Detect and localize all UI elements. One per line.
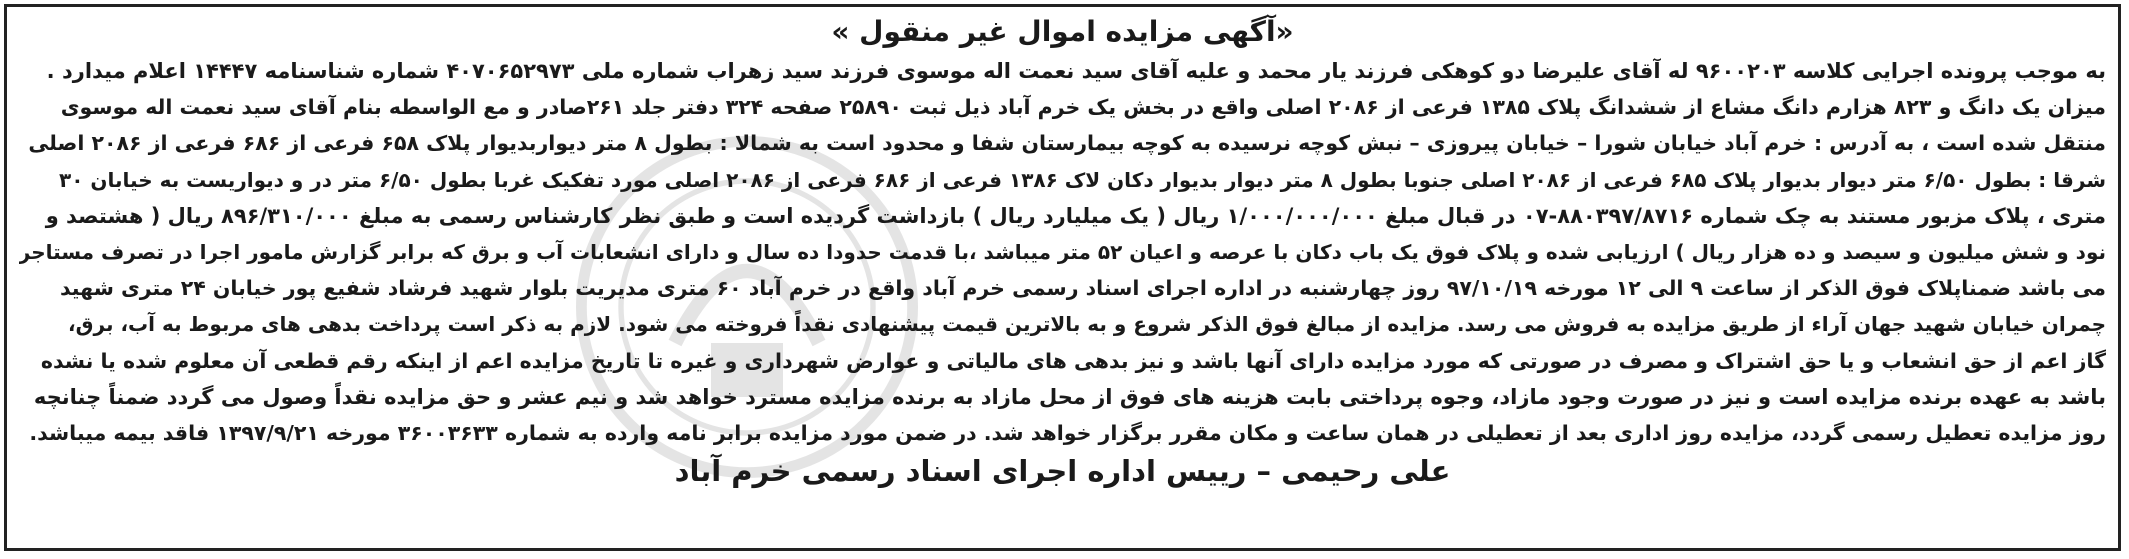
notice-title: «آگهی مزایده اموال غیر منقول » bbox=[831, 15, 1294, 48]
notice-line: نود و شش میلیون و سیصد و ده هزار ریال ) ارزیابی شده و پلاک فوق یک باب دکان با عرصه و اعیان ۵۲ متر میباشد ،با قدمت حدودا ده سال و دارای انشعابات آب و برق که برابر گزارش مامور اجرا در تصرف مستاجر bbox=[19, 240, 2106, 265]
notice-line: شرقا : بطول ۶/۵۰ متر دیوار بدیوار پلاک ۶۸۵ فرعی از ۲۰۸۶ اصلی جنوبا بطول ۸ متر دیوار بدیوار دکان لاک ۱۳۸۶ فرعی از ۶۸۶ فرعی از ۲۰۸۶ اصلی مورد تفکیک غربا بطول ۶/۵۰ متر در و دیواریست به خیابان ۳۰ bbox=[59, 167, 2106, 192]
notice-line: به موجب پرونده اجرایی کلاسه ۹۶۰۰۲۰۳ له آقای علیرضا دو کوهکی فرزند یار محمد و علیه آقای سید نعمت اله موسوی فرزند سید زهراب شماره ملی ۴۰۷۰۶۵۲۹۷۳ شماره شناسنامه ۱۴۴۴۷ اعلام میدارد . bbox=[46, 59, 2106, 83]
notice-line: روز مزایده تعطیل رسمی گردد، مزایده روز اداری بعد از تعطیلی در همان ساعت و مکان مقرر برگزار خواهد شد. در ضمن مورد مزایده برابر نامه وارده به شماره ۳۶۰۰۳۶۳۳ مورخه ۱۳۹۷/۹/۲۱ فاقد بیمه میباشد. bbox=[29, 421, 2106, 446]
notice-line: گاز اعم از حق انشعاب و یا حق اشتراک و مصرف در صورتی که مورد مزایده دارای آنها باشد و نیز بدهی های مالیاتی و عوارض شهرداری و غیره تا تاریخ مزایده اعم از اینکه رقم قطعی آن معلوم شده یا نشده bbox=[40, 348, 2106, 373]
notice-line: منتقل شده است ، به آدرس : خرم آباد خیابان شورا – خیابان پیروزی – نبش کوچه نرسیده به کوچه بیمارستان شفا و محدود است به شمالا : بطول ۸ متر دیواربدیوار پلاک ۶۵۸ فرعی از ۶۸۶ فرعی از ۲۰۸۶ اصلی bbox=[28, 131, 2106, 156]
notice-body bbox=[19, 53, 2106, 451]
signature: علی رحیمی – رییس اداره اجرای اسناد رسمی خرم آباد bbox=[674, 454, 1451, 489]
notice-content bbox=[19, 13, 2106, 491]
notice-frame bbox=[4, 4, 2121, 551]
notice-line: می باشد ضمناپلاک فوق الذکر از ساعت ۹ الی ۱۲ مورخه ۹۷/۱۰/۱۹ روز چهارشنبه در اداره اجرای اسناد رسمی خرم آباد واقع در خرم آباد ۶۰ متری مدیریت بلوار شهید فرشاد شفیع پور خیابان ۲۴ متری شهید bbox=[59, 276, 2106, 301]
notice-line: متری ، پلاک مزبور مستند به چک شماره ۸۸۰۳۹۷/۸۷۱۶-۰۷ در قبال مبلغ ۱/۰۰۰/۰۰۰/۰۰۰ ریال ( یک میلیارد ریال ) بازداشت گردیده است و طبق نظر کارشناس رسمی به مبلغ ۸۹۶/۳۱۰/۰۰۰ ریال ( هشتصد و bbox=[45, 203, 2106, 228]
notice-line: میزان یک دانگ و ۸۲۳ هزارم دانگ مشاع از ششدانگ پلاک ۱۳۸۵ فرعی از ۲۰۸۶ اصلی واقع در بخش یک خرم آباد ذیل ثبت ۲۵۸۹۰ صفحه ۳۲۴ دفتر جلد ۲۶۱صادر و مع الواسطه بنام آقای سید نعمت اله موسوی bbox=[60, 95, 2106, 120]
notice-line: چمران خیابان شهید جهان آراء از طریق مزایده به فروش می رسد. مزایده از مبالغ فوق الذکر شروع و به بالاترین قیمت پیشنهادی نقداً فروخته می شود. لازم به ذکر است پرداخت بدهی های مربوط به آب، برق، bbox=[68, 312, 2106, 337]
notice-line: باشد به عهده برنده مزایده است و نیز در صورت وجود مازاد، وجوه پرداختی بابت هزینه های فوق از محل مازاد به برنده مزایده مسترد خواهد شد و نیم عشر و حق مزایده نقداً وصول می گردد ضمناً چنانچه bbox=[33, 384, 2106, 409]
